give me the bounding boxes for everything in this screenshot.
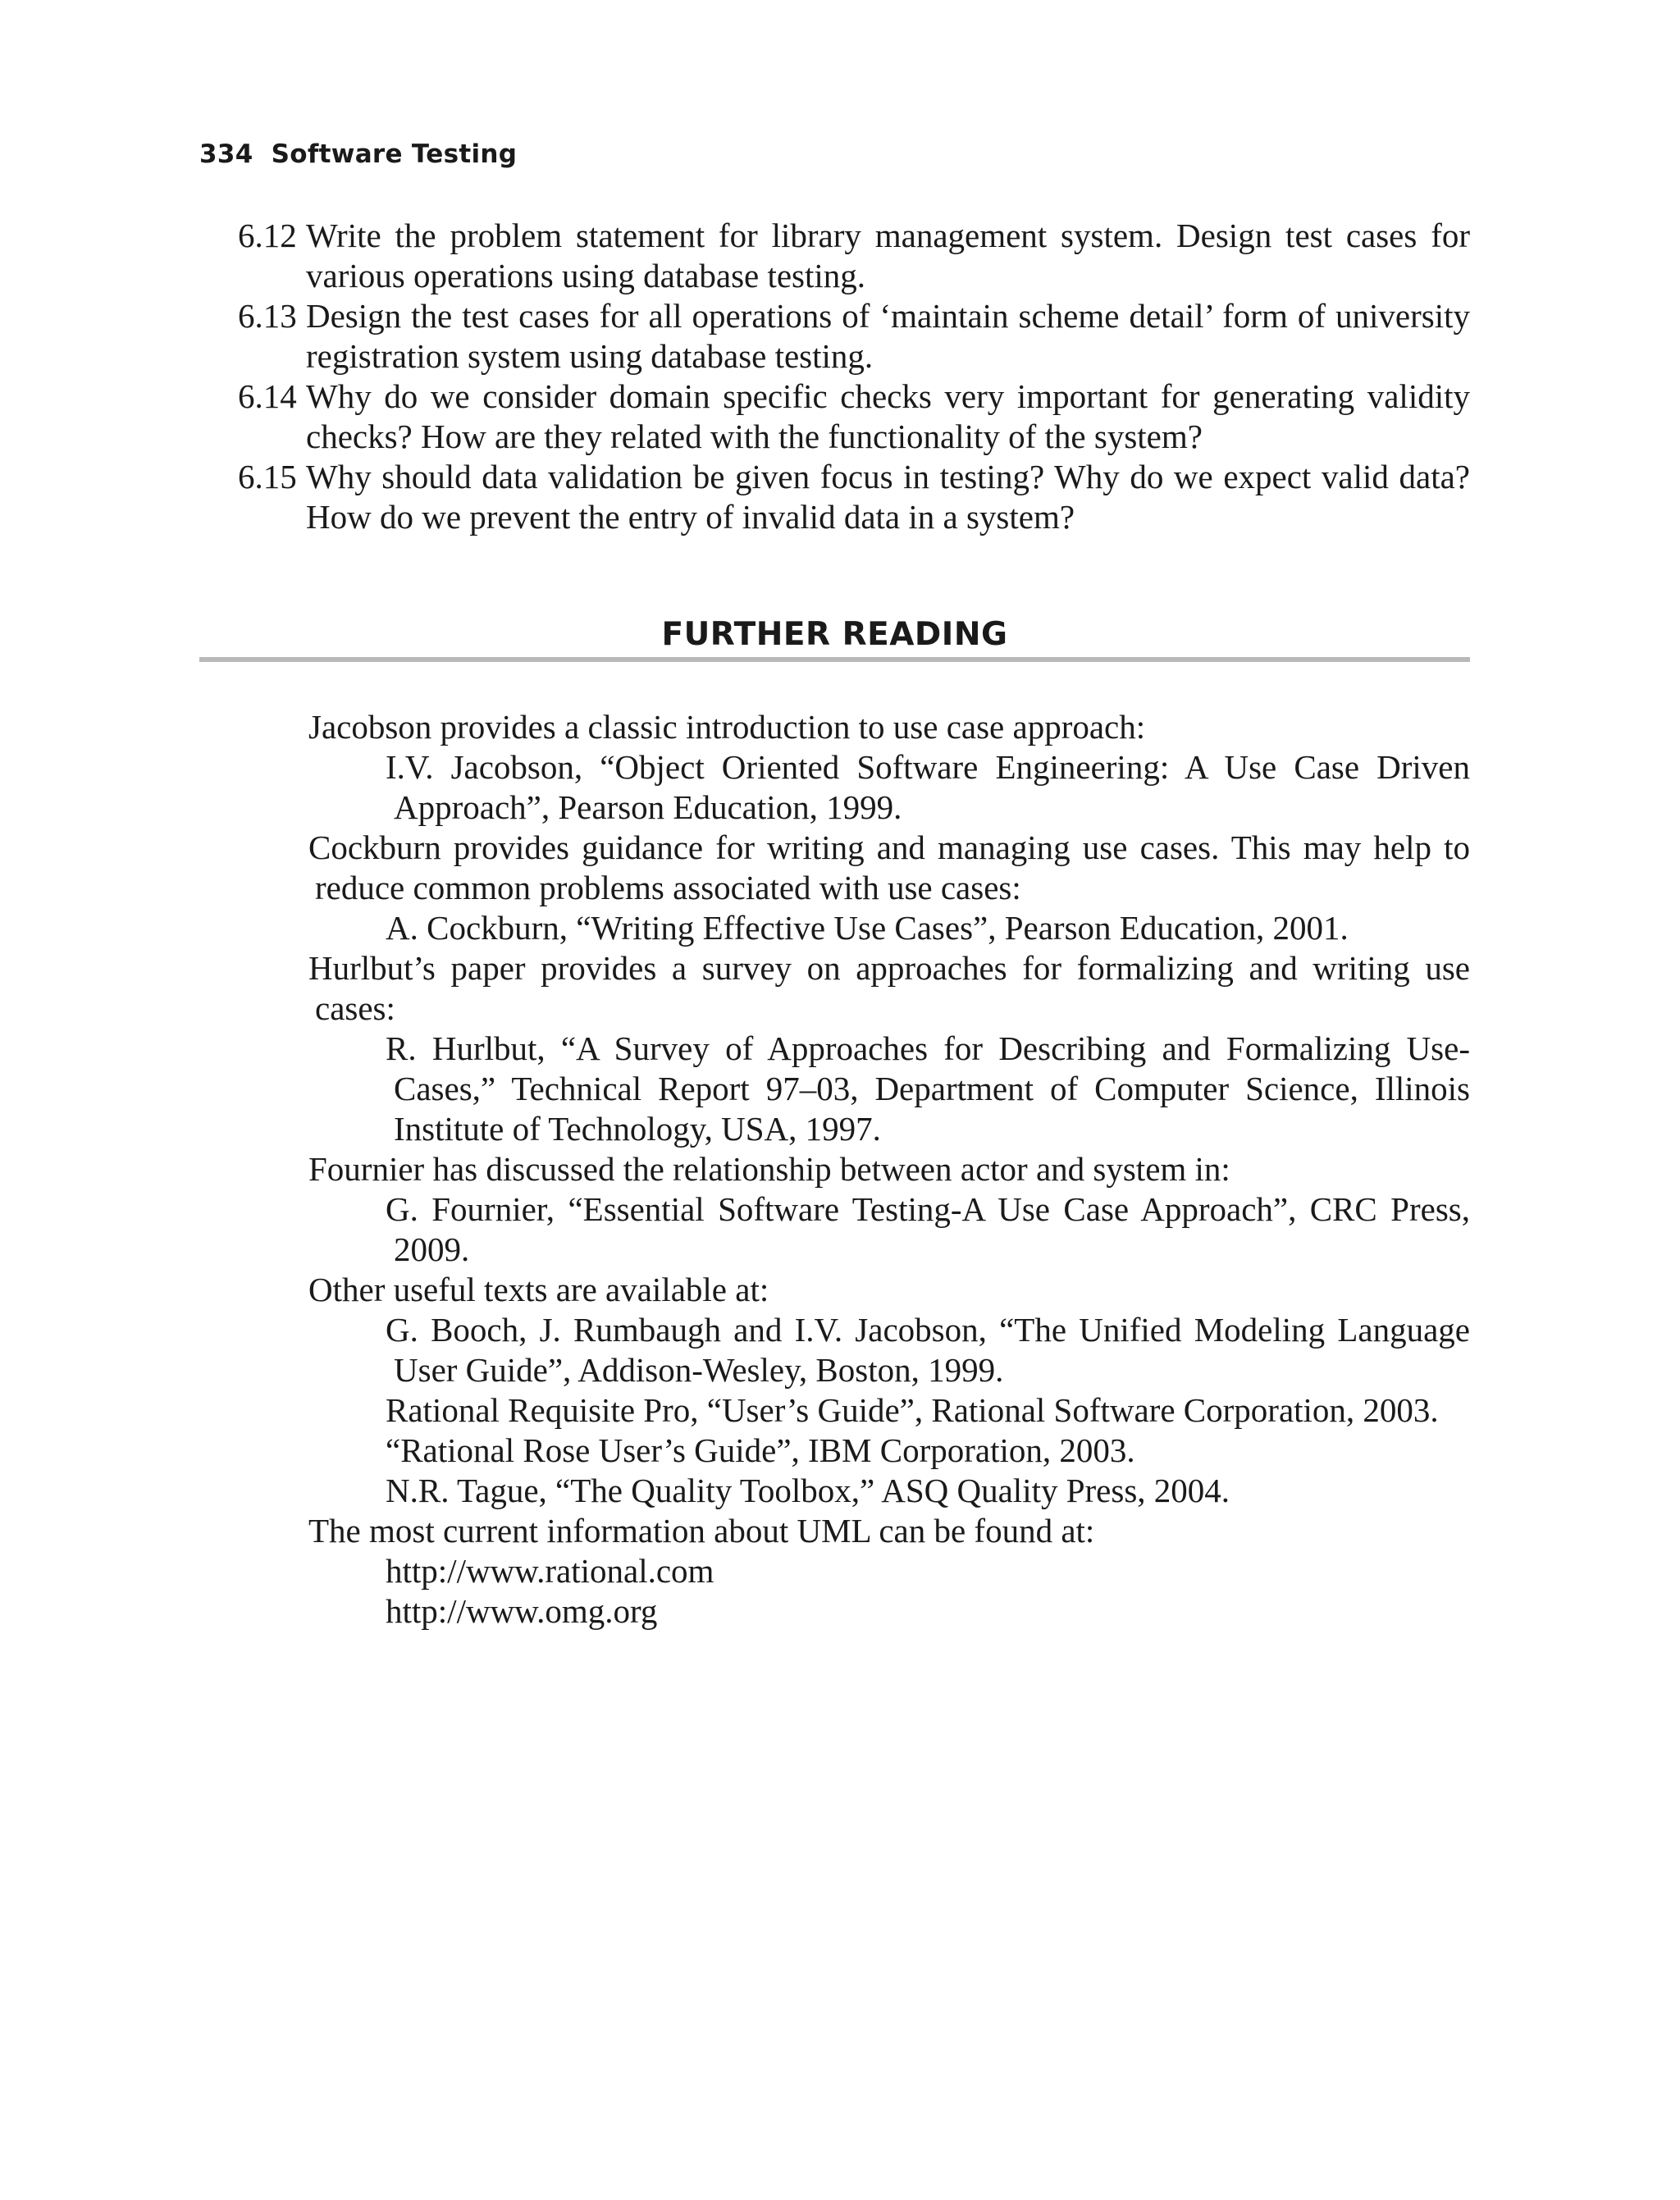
book-title: Software Testing [271,139,518,169]
reference-line: G. Fournier, “Essential Software Testing-A Use Case Approach”, CRC Press, [386,1190,1470,1228]
exercise-text-line: Why do we consider domain specific checks very important for generating validity [306,377,1470,415]
reading-intro-text: Hurlbut’s paper provides a survey on approaches for formalizing and writing use [308,949,1470,987]
exercise-item [238,296,1470,377]
url-entry [308,1591,1470,1632]
reference-line: User Guide”, Addison-Wesley, Boston, 1999. [394,1351,1004,1389]
reference-line: N.R. Tague, “The Quality Toolbox,” ASQ Quality Press, 2004. [386,1472,1230,1509]
reference-line: A. Cockburn, “Writing Effective Use Cases”, Pearson Education, 2001. [386,909,1349,947]
reference-line: 2009. [394,1230,470,1268]
reference-entry [308,747,1470,828]
reference-entry [308,1431,1470,1471]
reading-intro [308,948,1470,1029]
exercise-number: 6.14 [238,377,297,415]
exercise-number: 6.12 [238,217,297,254]
url-link[interactable]: http://www.rational.com [386,1552,714,1590]
exercise-item [238,457,1470,537]
reading-intro-text: reduce common problems associated with use cases: [315,869,1021,906]
reading-intro [308,707,1470,747]
reference-line: Institute of Technology, USA, 1997. [394,1110,881,1148]
exercise-item [238,216,1470,296]
reading-intro [308,1149,1470,1189]
exercise-item [238,377,1470,457]
exercise-text-line: various operations using database testing. [306,257,866,294]
exercise-text-line: Write the problem statement for library management system. Design test cases for [306,217,1470,254]
exercise-number: 6.15 [238,458,297,495]
reading-intro-text: Cockburn provides guidance for writing and managing use cases. This may help to [308,828,1470,866]
heading-rule [199,657,1470,662]
exercise-text-line: Why should data validation be given focus in testing? Why do we expect valid data? [306,458,1470,495]
reading-intro-text: Jacobson provides a classic introduction to use case approach: [308,708,1146,746]
reference-line: “Rational Rose User’s Guide”, IBM Corporation, 2003. [386,1431,1135,1469]
exercise-text-line: registration system using database testing. [306,337,874,375]
reading-intro-text: Other useful texts are available at: [308,1271,769,1308]
reading-intro-text: The most current information about UML can be found at: [308,1512,1095,1550]
exercise-text-line: Design the test cases for all operations of ‘maintain scheme detail’ form of university [306,297,1470,335]
reference-entry [308,908,1470,948]
exercise-number: 6.13 [238,297,297,335]
reading-intro [308,1270,1470,1310]
reference-entry [308,1310,1470,1390]
reading-intro [308,1511,1470,1551]
reference-entry [308,1390,1470,1431]
url-entry [308,1551,1470,1591]
reference-line: Rational Requisite Pro, “User’s Guide”, Rational Software Corporation, 2003. [386,1391,1439,1429]
reference-line: R. Hurlbut, “A Survey of Approaches for Describing and Formalizing Use- [386,1029,1470,1067]
exercise-text-line: checks? How are they related with the functionality of the system? [306,418,1203,455]
reference-line: G. Booch, J. Rumbaugh and I.V. Jacobson, “The Unified Modeling Language [386,1311,1470,1349]
reference-entry [308,1029,1470,1149]
reference-line: Approach”, Pearson Education, 1999. [394,788,902,826]
reference-entry [308,1189,1470,1270]
page-number: 334 [199,139,253,169]
section-heading: FURTHER READING [661,616,1008,653]
running-head [199,139,517,169]
reading-intro-text: cases: [315,989,395,1027]
reference-entry [308,1471,1470,1511]
reading-intro-text: Fournier has discussed the relationship between actor and system in: [308,1150,1230,1188]
reference-line: Cases,” Technical Report 97–03, Department of Computer Science, Illinois [394,1070,1470,1107]
reference-line: I.V. Jacobson, “Object Oriented Software Engineering: A Use Case Driven [386,748,1470,786]
further-reading-body [308,707,1470,1632]
exercise-text-line: How do we prevent the entry of invalid data in a system? [306,498,1075,536]
reading-intro [308,828,1470,908]
exercise-list [238,216,1470,537]
url-link[interactable]: http://www.omg.org [386,1592,658,1630]
